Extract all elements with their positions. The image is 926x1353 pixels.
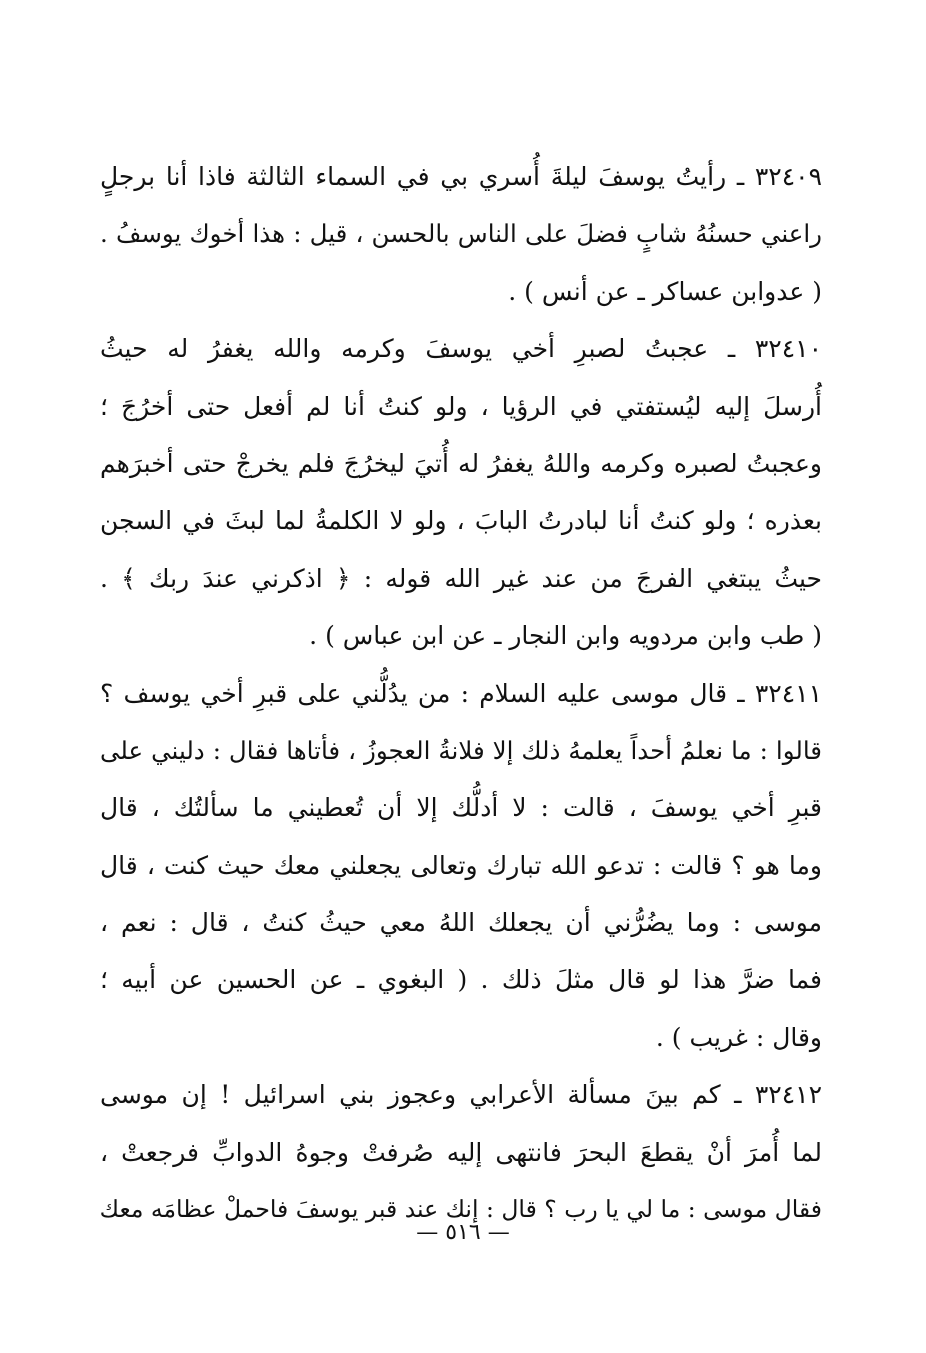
text-line: ( طب وابن مردويه وابن النجار ـ عن ابن عباس ) . [309, 621, 822, 651]
text-line: بعذره ؛ ولو كنتُ أنا لبادرتُ البابَ ، ولو لا الكلمةُ لما لبثَ في السجن [100, 506, 822, 536]
text-line: حيثُ يبتغي الفرجَ من عند غير الله قوله : ﴿ اذكرني عندَ ربك ﴾ . [100, 563, 822, 593]
text-line: وقال : غريب ) . [655, 1022, 822, 1052]
text-line: ٣٢٤١٢ ـ كم بينَ مسألة الأعرابي وعجوز بني اسرائيل ! إن موسى [100, 1080, 822, 1110]
page-number: — ٥١٦ — [416, 1220, 510, 1245]
page-text [100, 148, 822, 1238]
text-line: وعجبتُ لصبره وكرمه واللهُ يغفرُ له أُتيَ ليخرُجَ فلم يخرجْ حتى أخبرَهم [100, 448, 822, 478]
text-line: ٣٢٤١٠ ـ عجبتُ لصبرِ أخي يوسفَ وكرمه والله يغفرُ له حيثُ [100, 334, 822, 364]
text-line: ٣٢٤٠٩ ـ رأيتُ يوسفَ ليلةَ أُسري بي في السماء الثالثة فاذا أنا برجلٍ [100, 162, 822, 191]
text-line: فما ضرَّ هذا لو قال مثلَ ذلك . ( البغوي ـ عن الحسين عن أبيه ؛ [100, 965, 822, 995]
text-line: لما أُمرَ أنْ يقطعَ البحرَ فانتهى إليه صُرفتْ وجوهُ الدوابِّ فرجعتْ ، [100, 1137, 822, 1167]
text-line: أُرسلَ إليه ليُستفتي في الرؤيا ، ولو كنتُ أنا لم أفعل حتى أخرُجَ ؛ [100, 391, 822, 421]
text-line: ( عدوابن عساكر ـ عن أنس ) . [508, 276, 822, 306]
text-line: موسى : وما يضُرُّني أن يجعلك اللهُ معي حيثُ كنتُ ، قال : نعم ، [100, 908, 822, 938]
text-line: قالوا : ما نعلمُ أحداً يعلمهُ ذلك إلا فلانةُ العجوزُ ، فأتاها فقال : دليني على [100, 735, 822, 765]
text-line: راعني حسنُهُ شابٍ فضلَ على الناس بالحسن ، قيل : هذا أخوك يوسفُ . [100, 219, 822, 249]
text-line: فقال موسى : ما لي يا رب ؟ قال : إنك عند قبر يوسفَ فاحملْ عظامَه معك [99, 1195, 822, 1224]
text-line: وما هو ؟ قالت : تدعو الله تبارك وتعالى يجعلني معك حيث كنت ، قال [100, 850, 822, 880]
text-line: قبرِ أخي يوسفَ ، قالت : لا أدلُّك إلا أن تُعطيني ما سألتُك ، قال [100, 793, 822, 823]
text-line: ٣٢٤١١ ـ قال موسى عليه السلام : من يدُلُّني على قبرِ أخي يوسف ؟ [100, 678, 822, 708]
